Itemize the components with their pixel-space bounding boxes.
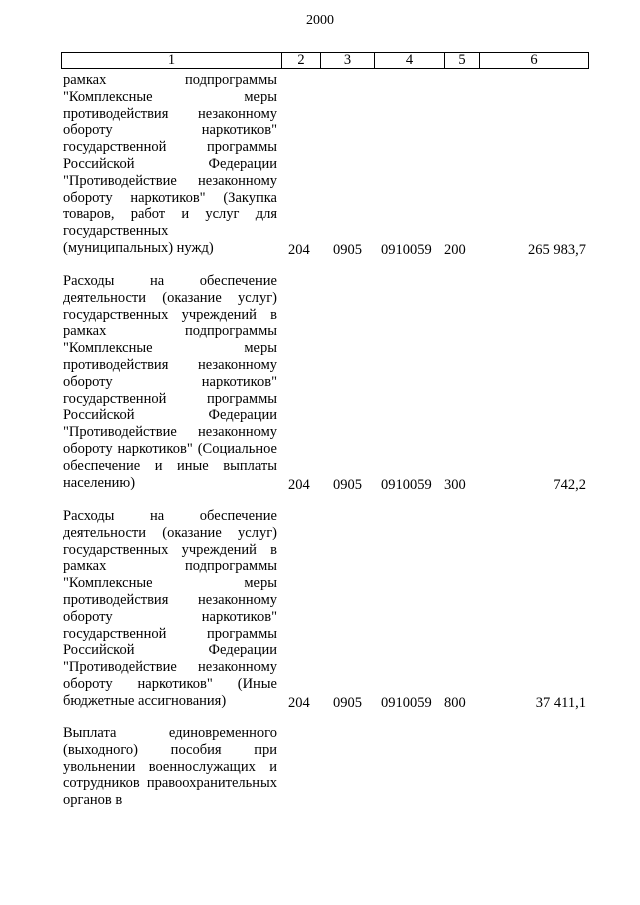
row-target-article: 0910059 bbox=[381, 695, 432, 711]
row-expense-type: 800 bbox=[444, 695, 466, 711]
column-header-5: 5 bbox=[445, 53, 480, 68]
column-header-6: 6 bbox=[530, 52, 538, 68]
table-header bbox=[61, 52, 589, 69]
row-section: 0905 bbox=[333, 695, 362, 711]
row-sum: 265 983,7 bbox=[528, 242, 586, 258]
row-section: 0905 bbox=[333, 242, 362, 258]
row-kvsr: 204 bbox=[288, 242, 310, 258]
row-kvsr: 204 bbox=[288, 477, 310, 493]
row-target-article: 0910059 bbox=[381, 242, 432, 258]
row-target-article: 0910059 bbox=[381, 477, 432, 493]
row-sum: 37 411,1 bbox=[535, 695, 586, 711]
column-header-1: 1 bbox=[62, 53, 282, 68]
column-header-4: 4 bbox=[375, 53, 445, 68]
row-description: рамках подпрограммы "Комплексные меры противодействия незаконному обороту наркотиков" государственной программы Российской Федерации "Противодействие незаконному обороту наркотиков" (Закупка товаров, работ и услуг для государственных (муниципальных) нужд) bbox=[63, 72, 277, 256]
row-expense-type: 200 bbox=[444, 242, 466, 258]
row-description: Расходы на обеспечение деятельности (оказание услуг) государственных учреждений в рамках подпрограммы "Комплексные меры противодействия незаконному обороту наркотиков" государственной программы Российской Федерации "Противодействие незаконному обороту наркотиков" (Социальное обеспечение и иные выплаты населению) bbox=[63, 273, 277, 491]
column-header-2: 2 bbox=[282, 53, 321, 68]
row-expense-type: 300 bbox=[444, 477, 466, 493]
page-number: 2000 bbox=[306, 13, 334, 28]
row-sum: 742,2 bbox=[553, 477, 586, 493]
column-header-3: 3 bbox=[321, 53, 375, 68]
row-kvsr: 204 bbox=[288, 695, 310, 711]
row-description: Выплата единовременного (выходного) пособия при увольнении военнослужащих и сотрудников правоохранительных органов в bbox=[63, 725, 277, 809]
row-description: Расходы на обеспечение деятельности (оказание услуг) государственных учреждений в рамках подпрограммы "Комплексные меры противодействия незаконному обороту наркотиков" государственной программы Российской Федерации "Противодействие незаконному обороту наркотиков" (Иные бюджетные ассигнования) bbox=[63, 508, 277, 709]
row-section: 0905 bbox=[333, 477, 362, 493]
